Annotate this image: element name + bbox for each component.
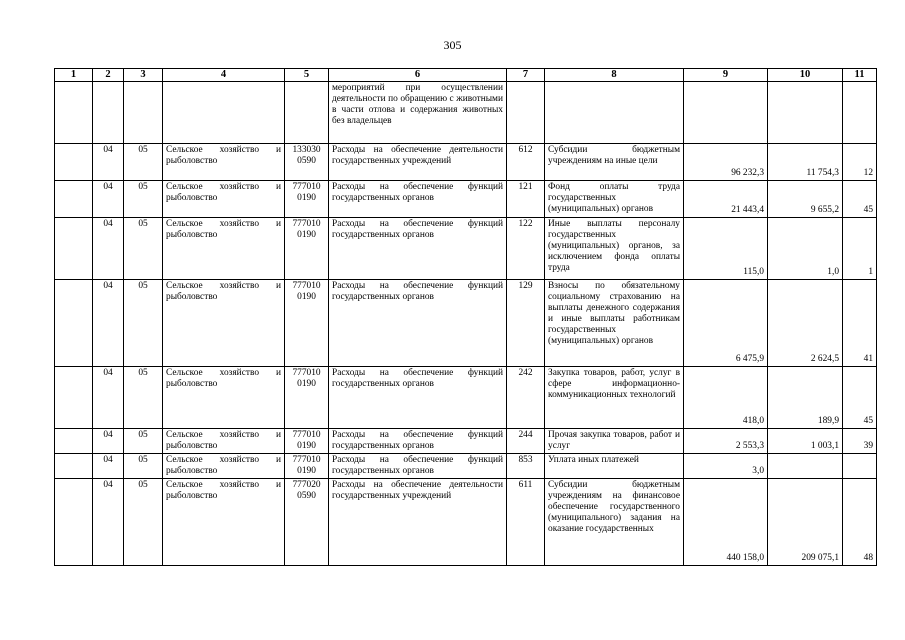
target-article-code: 777020 0590 xyxy=(285,479,329,566)
column-header-4: 4 xyxy=(163,69,285,82)
section-code: 04 xyxy=(93,367,124,429)
expense-type-code: 853 xyxy=(507,454,545,479)
section-code: 04 xyxy=(93,454,124,479)
percent-executed: 45 xyxy=(843,181,877,218)
expense-type-name: Уплата иных платежей xyxy=(545,454,684,479)
column-header-2: 2 xyxy=(93,69,124,82)
expense-type-code: 244 xyxy=(507,429,545,454)
section-code: 04 xyxy=(93,218,124,280)
expense-type-code xyxy=(507,82,545,144)
expense-type-code: 611 xyxy=(507,479,545,566)
col1-cell xyxy=(55,218,93,280)
subsection-code: 05 xyxy=(124,454,163,479)
table-row xyxy=(55,479,877,566)
expense-type-name: Закупка товаров, работ, услуг в сфере информационно-коммуникационных технологий xyxy=(545,367,684,429)
section-name: Сельское хозяйство и рыболовство xyxy=(163,144,285,181)
executed-amount: 209 075,1 xyxy=(768,479,843,566)
page-number: 305 xyxy=(443,38,462,52)
expense-type-name: Взносы по обязательному социальному страхованию на выплаты денежного содержания и иные выплаты работникам государственных (муниципальных) органов xyxy=(545,280,684,367)
section-name: Сельское хозяйство и рыболовство xyxy=(163,429,285,454)
subsection-code: 05 xyxy=(124,218,163,280)
target-article-name: Расходы на обеспечение функций государственных органов xyxy=(329,218,507,280)
section-code: 04 xyxy=(93,280,124,367)
column-header-10: 10 xyxy=(768,69,843,82)
target-article-code: 777010 0190 xyxy=(285,454,329,479)
target-article-code: 777010 0190 xyxy=(285,429,329,454)
section-name: Сельское хозяйство и рыболовство xyxy=(163,454,285,479)
expense-type-code: 121 xyxy=(507,181,545,218)
table-row xyxy=(55,218,877,280)
table-row xyxy=(55,454,877,479)
plan-amount: 3,0 xyxy=(684,454,768,479)
section-name: Сельское хозяйство и рыболовство xyxy=(163,181,285,218)
percent-executed: 39 xyxy=(843,429,877,454)
col1-cell xyxy=(55,454,93,479)
target-article-code: 133030 0590 xyxy=(285,144,329,181)
target-article-name: Расходы на обеспечение функций государственных органов xyxy=(329,367,507,429)
percent-executed: 1 xyxy=(843,218,877,280)
plan-amount: 21 443,4 xyxy=(684,181,768,218)
section-name: Сельское хозяйство и рыболовство xyxy=(163,367,285,429)
table-row xyxy=(55,367,877,429)
subsection-code xyxy=(124,82,163,144)
plan-amount: 96 232,3 xyxy=(684,144,768,181)
expense-type-name: Фонд оплаты труда государственных (муниципальных) органов xyxy=(545,181,684,218)
target-article-name: мероприятий при осуществлении деятельности по обращению с животными в части отлова и содержания животных без владельцев xyxy=(329,82,507,144)
section-name xyxy=(163,82,285,144)
table-row xyxy=(55,82,877,144)
plan-amount: 418,0 xyxy=(684,367,768,429)
executed-amount: 1 003,1 xyxy=(768,429,843,454)
executed-amount: 11 754,3 xyxy=(768,144,843,181)
percent-executed xyxy=(843,82,877,144)
plan-amount: 115,0 xyxy=(684,218,768,280)
percent-executed: 12 xyxy=(843,144,877,181)
executed-amount xyxy=(768,82,843,144)
subsection-code: 05 xyxy=(124,280,163,367)
percent-executed: 41 xyxy=(843,280,877,367)
section-name: Сельское хозяйство и рыболовство xyxy=(163,218,285,280)
col1-cell xyxy=(55,429,93,454)
expense-type-code: 129 xyxy=(507,280,545,367)
column-header-8: 8 xyxy=(545,69,684,82)
section-name: Сельское хозяйство и рыболовство xyxy=(163,479,285,566)
subsection-code: 05 xyxy=(124,181,163,218)
table-body xyxy=(55,82,877,566)
column-header-9: 9 xyxy=(684,69,768,82)
expense-type-name: Иные выплаты персоналу государственных (муниципальных) органов, за исключением фонда оплаты труда xyxy=(545,218,684,280)
executed-amount: 1,0 xyxy=(768,218,843,280)
subsection-code: 05 xyxy=(124,429,163,454)
plan-amount: 2 553,3 xyxy=(684,429,768,454)
section-code: 04 xyxy=(93,429,124,454)
column-header-3: 3 xyxy=(124,69,163,82)
expense-type-code: 122 xyxy=(507,218,545,280)
expense-type-code: 242 xyxy=(507,367,545,429)
col1-cell xyxy=(55,144,93,181)
target-article-name: Расходы на обеспечение функций государственных органов xyxy=(329,280,507,367)
target-article-name: Расходы на обеспечение функций государственных органов xyxy=(329,429,507,454)
expense-type-name: Прочая закупка товаров, работ и услуг xyxy=(545,429,684,454)
expense-type-name: Субсидии бюджетным учреждениям на финансовое обеспечение государственного (муниципального) задания на оказание государственных xyxy=(545,479,684,566)
plan-amount xyxy=(684,82,768,144)
subsection-code: 05 xyxy=(124,479,163,566)
target-article-code: 777010 0190 xyxy=(285,367,329,429)
header-row xyxy=(55,69,877,82)
section-code: 04 xyxy=(93,181,124,218)
subsection-code: 05 xyxy=(124,367,163,429)
target-article-name: Расходы на обеспечение деятельности государственных учреждений xyxy=(329,479,507,566)
table-row xyxy=(55,429,877,454)
executed-amount xyxy=(768,454,843,479)
percent-executed: 48 xyxy=(843,479,877,566)
percent-executed: 45 xyxy=(843,367,877,429)
percent-executed xyxy=(843,454,877,479)
col1-cell xyxy=(55,82,93,144)
budget-table xyxy=(54,68,877,566)
col1-cell xyxy=(55,367,93,429)
column-header-7: 7 xyxy=(507,69,545,82)
section-code: 04 xyxy=(93,144,124,181)
executed-amount: 9 655,2 xyxy=(768,181,843,218)
section-code xyxy=(93,82,124,144)
expense-type-name: Субсидии бюджетным учреждениям на иные цели xyxy=(545,144,684,181)
executed-amount: 189,9 xyxy=(768,367,843,429)
plan-amount: 6 475,9 xyxy=(684,280,768,367)
section-name: Сельское хозяйство и рыболовство xyxy=(163,280,285,367)
column-header-1: 1 xyxy=(55,69,93,82)
col1-cell xyxy=(55,181,93,218)
target-article-name: Расходы на обеспечение функций государственных органов xyxy=(329,181,507,218)
target-article-name: Расходы на обеспечение функций государственных органов xyxy=(329,454,507,479)
table-row xyxy=(55,144,877,181)
table-row xyxy=(55,280,877,367)
target-article-code xyxy=(285,82,329,144)
target-article-code: 777010 0190 xyxy=(285,280,329,367)
col1-cell xyxy=(55,479,93,566)
column-header-6: 6 xyxy=(329,69,507,82)
executed-amount: 2 624,5 xyxy=(768,280,843,367)
expense-type-name xyxy=(545,82,684,144)
expense-type-code: 612 xyxy=(507,144,545,181)
target-article-code: 777010 0190 xyxy=(285,218,329,280)
column-header-5: 5 xyxy=(285,69,329,82)
plan-amount: 440 158,0 xyxy=(684,479,768,566)
subsection-code: 05 xyxy=(124,144,163,181)
section-code: 04 xyxy=(93,479,124,566)
col1-cell xyxy=(55,280,93,367)
target-article-name: Расходы на обеспечение деятельности государственных учреждений xyxy=(329,144,507,181)
target-article-code: 777010 0190 xyxy=(285,181,329,218)
column-header-11: 11 xyxy=(843,69,877,82)
table-row xyxy=(55,181,877,218)
